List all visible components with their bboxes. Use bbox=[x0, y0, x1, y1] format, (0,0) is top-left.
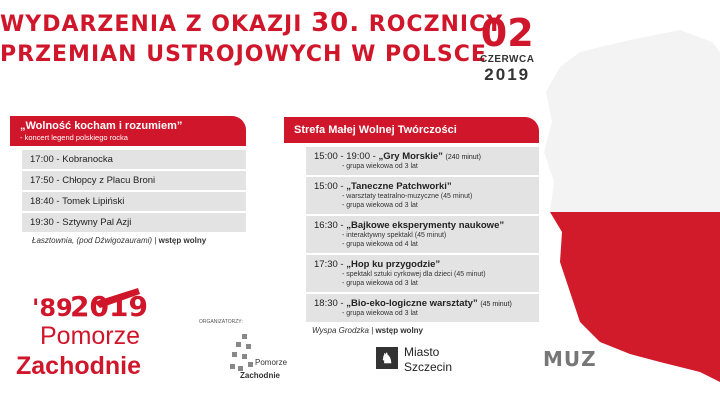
workshops-panel bbox=[284, 117, 539, 335]
griffin-icon: ♞ bbox=[376, 347, 398, 369]
szczecin-line2: Szczecin bbox=[404, 360, 453, 374]
date-day: 02 bbox=[480, 11, 534, 55]
concert-header bbox=[10, 116, 246, 146]
list-item: 18:30 - „Bio-eko-logiczne warsztaty” (45 minut) - grupa wiekowa od 3 lat bbox=[306, 294, 539, 322]
title-line-2: PRZEMIAN USTROJOWYCH W POLSCE bbox=[0, 42, 487, 67]
list-item: 17:50 - Chłopcy z Placu Broni bbox=[22, 171, 246, 190]
list-item: 18:40 - Tomek Lipiński bbox=[22, 192, 246, 211]
list-item: 15:00 - „Taneczne Patchworki” - warsztaty teatralno-muzyczne (45 minut) - grupa wiekowa od 3 lat bbox=[306, 177, 539, 214]
list-item: 17:00 - Kobranocka bbox=[22, 150, 246, 169]
concert-panel bbox=[10, 116, 246, 245]
list-item: 15:00 - 19:00 - „Gry Morskie” (240 minut) - grupa wiekowa od 3 lat bbox=[306, 147, 539, 175]
logo-year-2019: 2019 bbox=[70, 290, 148, 323]
concert-subtitle: - koncert legend polskiego rocka bbox=[20, 133, 128, 142]
workshops-location: Wyspa Grodzka | wstęp wolny bbox=[312, 326, 423, 335]
pomorze-zachodnie-logo bbox=[228, 330, 298, 390]
muz-logo: MUZ bbox=[543, 347, 597, 371]
concert-title: „Wolność kocham i rozumiem” bbox=[20, 120, 183, 132]
concert-location: Łasztownia, (pod Dźwigozaurami) | wstęp wolny bbox=[32, 236, 207, 245]
logo-region-line1: Pomorze bbox=[40, 322, 141, 350]
pomorze-small-1: Pomorze bbox=[255, 358, 288, 367]
date-year: 2019 bbox=[484, 65, 531, 84]
pomorze-small-2: Zachodnie bbox=[240, 371, 281, 380]
szczecin-line1: Miasto bbox=[404, 345, 440, 359]
poland-flag-map bbox=[540, 22, 720, 382]
organizers-label: ORGANIZATORZY: bbox=[199, 319, 243, 325]
list-item: 17:30 - „Hop ku przygodzie” - spektakl sztuki cyrkowej dla dzieci (45 minut) - grupa wiekowa od 3 lat bbox=[306, 255, 539, 292]
list-item: 16:30 - „Bajkowe eksperymenty naukowe” - interaktywny spektakl (45 minut) - grupa wiekowa od 4 lat bbox=[306, 216, 539, 253]
list-item: 19:30 - Sztywny Pal Azji bbox=[22, 213, 246, 232]
workshops-header: Strefa Małej Wolnej Twórczości bbox=[284, 117, 539, 143]
title-line-1: WYDARZENIA Z OKAZJI 30. ROCZNICY bbox=[0, 8, 504, 38]
logo-year-89: '89 bbox=[32, 294, 73, 322]
logo-region-line2: Zachodnie bbox=[16, 352, 142, 380]
event-date bbox=[480, 11, 535, 85]
date-month: CZERWCA bbox=[480, 54, 535, 65]
